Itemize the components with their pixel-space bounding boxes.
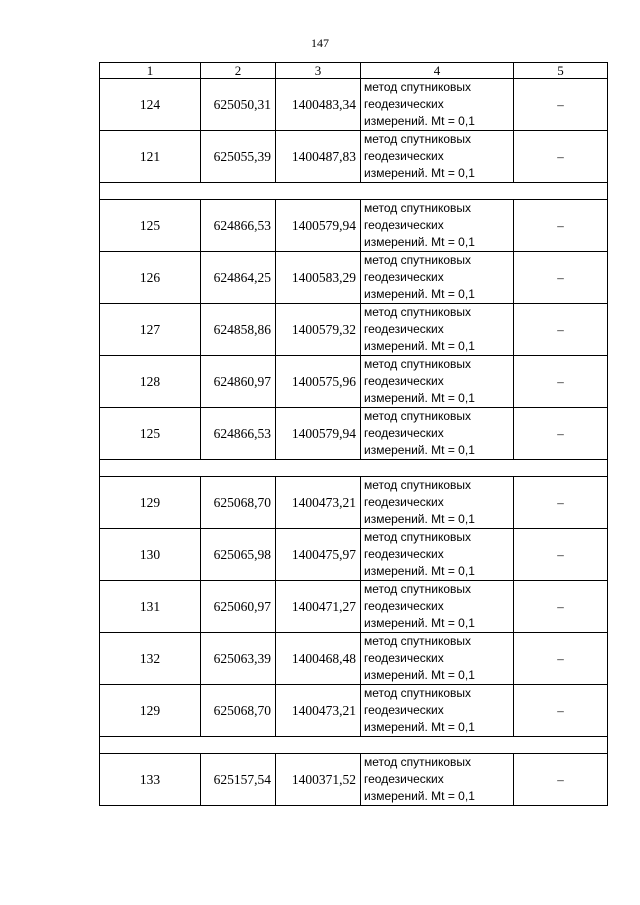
method-text-line: геодезических [364,495,444,509]
x-coordinate-cell: 625157,54 [201,754,276,806]
method-text-line: измерений. Mt = 0,1 [364,512,475,526]
point-number-cell: 133 [100,754,201,806]
table-row [100,131,608,183]
table-row [100,581,608,633]
y-coordinate-cell: 1400475,97 [276,529,361,581]
x-coordinate-cell: 624864,25 [201,252,276,304]
method-text-line: метод спутниковых [364,132,472,146]
table-row [100,356,608,408]
column-header: 5 [514,63,608,79]
note-cell: – [514,200,608,252]
table-row [100,200,608,252]
table-row [100,408,608,460]
point-number-cell: 128 [100,356,201,408]
method-cell [361,131,514,183]
point-number-cell: 130 [100,529,201,581]
method-text-line: измерений. Mt = 0,1 [364,287,475,301]
section-separator-row [100,183,608,200]
y-coordinate-cell: 1400471,27 [276,581,361,633]
method-cell [361,477,514,529]
method-text-line: измерений. Mt = 0,1 [364,114,475,128]
column-header: 3 [276,63,361,79]
section-separator-row [100,460,608,477]
method-text-line: измерений. Mt = 0,1 [364,339,475,353]
method-text-line: метод спутниковых [364,201,472,215]
method-text-line: метод спутниковых [364,755,472,769]
method-text-line: метод спутниковых [364,305,472,319]
note-cell: – [514,633,608,685]
note-cell: – [514,252,608,304]
x-coordinate-cell: 625060,97 [201,581,276,633]
method-cell [361,200,514,252]
method-text-line: геодезических [364,426,444,440]
table-row [100,304,608,356]
method-text-line: метод спутниковых [364,80,472,94]
method-cell [361,685,514,737]
point-number-cell: 127 [100,304,201,356]
y-coordinate-cell: 1400473,21 [276,685,361,737]
x-coordinate-cell: 624866,53 [201,408,276,460]
note-cell: – [514,408,608,460]
point-number-cell: 124 [100,79,201,131]
note-cell: – [514,754,608,806]
method-cell [361,79,514,131]
column-header: 2 [201,63,276,79]
x-coordinate-cell: 624858,86 [201,304,276,356]
y-coordinate-cell: 1400579,94 [276,408,361,460]
method-text-line: метод спутниковых [364,253,472,267]
table-row [100,754,608,806]
method-cell [361,304,514,356]
y-coordinate-cell: 1400487,83 [276,131,361,183]
point-number-cell: 126 [100,252,201,304]
y-coordinate-cell: 1400583,29 [276,252,361,304]
method-text-line: геодезических [364,218,444,232]
method-text-line: геодезических [364,703,444,717]
method-text-line: геодезических [364,772,444,786]
note-cell: – [514,79,608,131]
note-cell: – [514,304,608,356]
section-separator-row [100,737,608,754]
method-text-line: метод спутниковых [364,530,472,544]
method-text-line: геодезических [364,149,444,163]
method-text-line: метод спутниковых [364,686,472,700]
table-row [100,633,608,685]
table-header-row [100,63,608,79]
x-coordinate-cell: 625065,98 [201,529,276,581]
method-text-line: измерений. Mt = 0,1 [364,235,475,249]
x-coordinate-cell: 624860,97 [201,356,276,408]
method-cell [361,356,514,408]
method-text-line: измерений. Mt = 0,1 [364,391,475,405]
table-body [100,79,608,806]
method-text-line: геодезических [364,599,444,613]
method-text-line: геодезических [364,651,444,665]
method-text-line: метод спутниковых [364,478,472,492]
method-text-line: геодезических [364,547,444,561]
note-cell: – [514,685,608,737]
method-cell [361,529,514,581]
point-number-cell: 125 [100,408,201,460]
y-coordinate-cell: 1400579,32 [276,304,361,356]
x-coordinate-cell: 625050,31 [201,79,276,131]
separator-cell [100,460,608,477]
x-coordinate-cell: 625068,70 [201,477,276,529]
separator-cell [100,183,608,200]
method-text-line: измерений. Mt = 0,1 [364,443,475,457]
x-coordinate-cell: 625055,39 [201,131,276,183]
point-number-cell: 132 [100,633,201,685]
method-cell [361,408,514,460]
method-text-line: метод спутниковых [364,357,472,371]
table-row [100,685,608,737]
method-text-line: метод спутниковых [364,634,472,648]
method-text-line: измерений. Mt = 0,1 [364,166,475,180]
y-coordinate-cell: 1400468,48 [276,633,361,685]
point-number-cell: 131 [100,581,201,633]
note-cell: – [514,581,608,633]
method-text-line: измерений. Mt = 0,1 [364,564,475,578]
y-coordinate-cell: 1400483,34 [276,79,361,131]
note-cell: – [514,356,608,408]
x-coordinate-cell: 625063,39 [201,633,276,685]
method-cell [361,633,514,685]
table-row [100,79,608,131]
y-coordinate-cell: 1400371,52 [276,754,361,806]
note-cell: – [514,477,608,529]
method-text-line: геодезических [364,322,444,336]
note-cell: – [514,529,608,581]
table-row [100,252,608,304]
table-row [100,477,608,529]
column-header: 4 [361,63,514,79]
method-text-line: геодезических [364,374,444,388]
y-coordinate-cell: 1400575,96 [276,356,361,408]
method-text-line: измерений. Mt = 0,1 [364,789,475,803]
method-text-line: геодезических [364,270,444,284]
method-text-line: метод спутниковых [364,582,472,596]
method-cell [361,581,514,633]
y-coordinate-cell: 1400579,94 [276,200,361,252]
method-text-line: измерений. Mt = 0,1 [364,668,475,682]
y-coordinate-cell: 1400473,21 [276,477,361,529]
point-number-cell: 121 [100,131,201,183]
point-number-cell: 129 [100,477,201,529]
page-number: 147 [311,36,329,50]
method-text-line: геодезических [364,97,444,111]
x-coordinate-cell: 624866,53 [201,200,276,252]
table-row [100,529,608,581]
method-text-line: измерений. Mt = 0,1 [364,720,475,734]
method-cell [361,252,514,304]
method-text-line: метод спутниковых [364,409,472,423]
point-number-cell: 129 [100,685,201,737]
coordinates-table [99,62,608,806]
separator-cell [100,737,608,754]
column-header: 1 [100,63,201,79]
x-coordinate-cell: 625068,70 [201,685,276,737]
point-number-cell: 125 [100,200,201,252]
method-text-line: измерений. Mt = 0,1 [364,616,475,630]
note-cell: – [514,131,608,183]
method-cell [361,754,514,806]
